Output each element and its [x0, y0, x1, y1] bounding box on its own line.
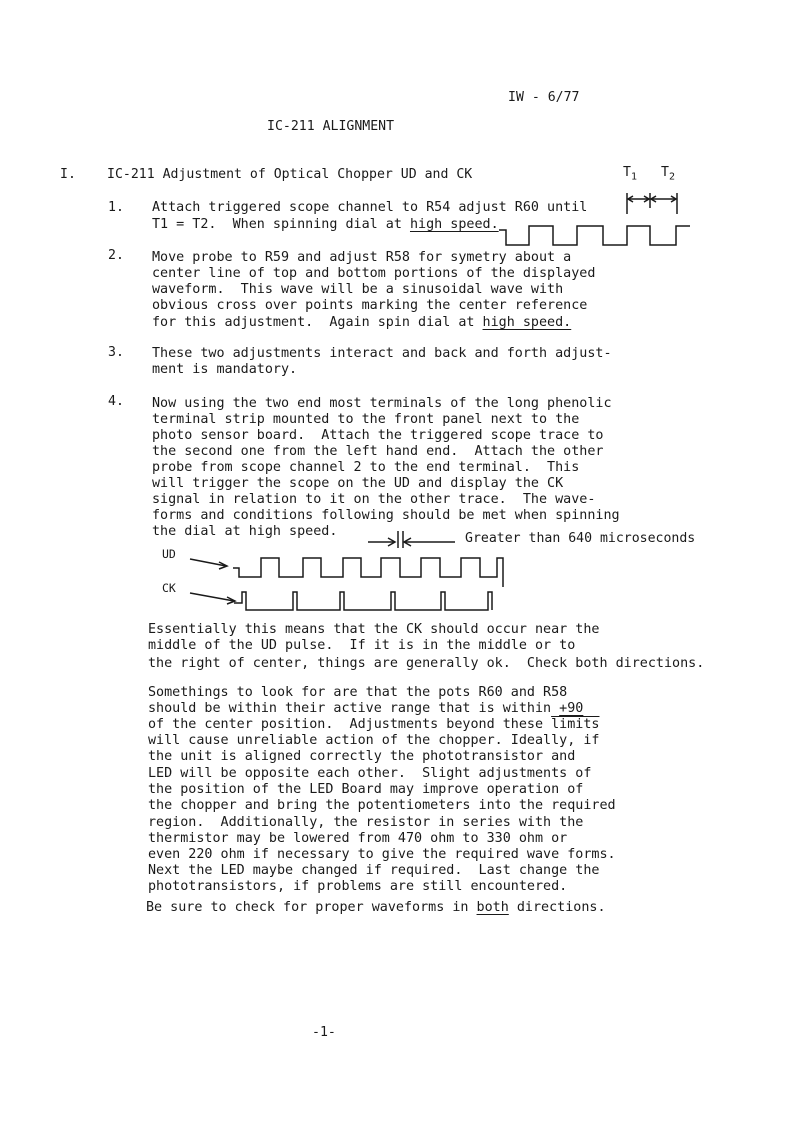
- item2-line3: waveform. This wave will be a sinusoidal wave with: [152, 282, 564, 297]
- ud-waveform-trace: [233, 558, 503, 587]
- item3-line2: ment is mandatory.: [152, 362, 298, 377]
- item1-line1: Attach triggered scope channel to R54 adjust R60 until: [152, 200, 588, 215]
- t2-label: $T_2$: [661, 165, 675, 183]
- item4-line5: probe from scope channel 2 to the end terminal. This: [152, 460, 580, 475]
- item-number-4: 4.: [108, 394, 124, 409]
- section-numeral: I.: [60, 167, 76, 182]
- para2-line12: Next the LED maybe changed if required. Last change the: [148, 863, 600, 878]
- item4-line6: will trigger the scope on the UD and display the CK: [152, 476, 564, 491]
- ck-label: CK: [162, 581, 176, 595]
- para2-line14: Be sure to check for proper waveforms in both directions.: [146, 900, 606, 915]
- para2-line3: of the center position. Adjustments beyond these limits: [148, 717, 600, 732]
- item2-line1: Move probe to R59 and adjust R58 for symetry about a: [152, 250, 572, 265]
- item2-line2: center line of top and bottom portions of the displayed: [152, 266, 596, 281]
- para2-line4: will cause unreliable action of the chopper. Ideally, if: [148, 733, 600, 748]
- ck-waveform-trace: [234, 592, 492, 610]
- para2-line8: the chopper and bring the potentiometers into the required: [148, 798, 616, 813]
- item4-line3: photo sensor board. Attach the triggered scope trace to: [152, 428, 604, 443]
- para2-line11: even 220 ohm if necessary to give the required wave forms.: [148, 847, 616, 862]
- para2-line13: phototransistors, if problems are still encountered.: [148, 879, 568, 894]
- timing-annotation: Greater than 640 microseconds: [465, 531, 696, 546]
- item2-line4: obvious cross over points marking the center reference: [152, 298, 588, 313]
- para2-line5: the unit is aligned correctly the phototransistor and: [148, 749, 576, 764]
- document-reference: IW - 6/77: [508, 90, 580, 105]
- item2-line5: for this adjustment. Again spin dial at high speed.: [152, 315, 572, 330]
- para1-line1: Essentially this means that the CK should occur near the: [148, 622, 600, 637]
- item4-line4: the second one from the left hand end. Attach the other: [152, 444, 604, 459]
- para1-line2: middle of the UD pulse. If it is in the middle or to: [148, 638, 576, 653]
- item4-line1: Now using the two end most terminals of the long phenolic: [152, 396, 612, 411]
- para2-line10: thermistor may be lowered from 470 ohm to 330 ohm or: [148, 831, 568, 846]
- para2-line7: the position of the LED Board may improve operation of: [148, 782, 584, 797]
- para1-line3: the right of center, things are generally ok. Check both directions.: [148, 656, 705, 671]
- item3-line1: These two adjustments interact and back and forth adjust-: [152, 346, 612, 361]
- item-number-2: 2.: [108, 248, 124, 263]
- page-number: -1-: [312, 1025, 336, 1040]
- item4-line7: signal in relation to it on the other trace. The wave-: [152, 492, 596, 507]
- item-number-3: 3.: [108, 345, 124, 360]
- item4-line9: the dial at high speed.: [152, 524, 338, 539]
- item4-line8: forms and conditions following should be met when spinning: [152, 508, 620, 523]
- item-number-1: 1.: [108, 200, 124, 215]
- para2-line9: region. Additionally, the resistor in series with the: [148, 815, 584, 830]
- item1-line2: T1 = T2. When spinning dial at high speed.: [152, 217, 499, 232]
- para2-line2: should be within their active range that is within +90: [148, 701, 584, 716]
- item4-line2: terminal strip mounted to the front panel next to the: [152, 412, 580, 427]
- page-title: IC-211 ALIGNMENT: [267, 119, 395, 134]
- section-heading: IC-211 Adjustment of Optical Chopper UD and CK: [107, 167, 473, 182]
- ud-label: UD: [162, 547, 176, 561]
- t1-label: $T_1$: [623, 165, 637, 183]
- para2-line1: Somethings to look for are that the pots R60 and R58: [148, 685, 568, 700]
- para2-line6: LED will be opposite each other. Slight adjustments of: [148, 766, 592, 781]
